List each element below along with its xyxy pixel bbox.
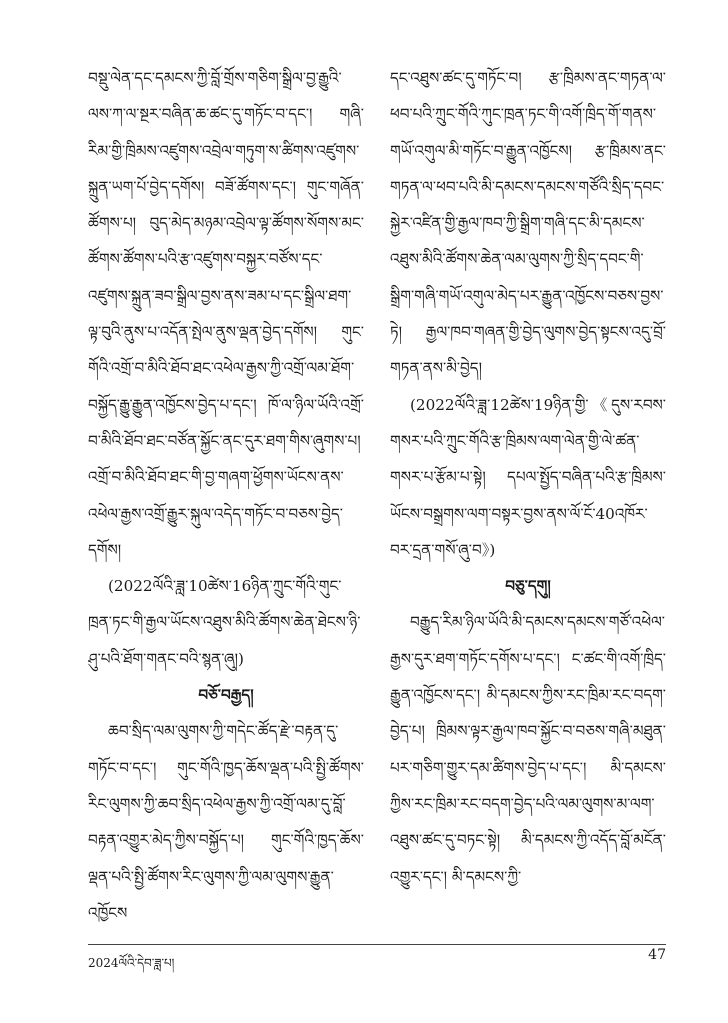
left-column: [88, 60, 364, 950]
right-citation: (2022ལོའི་ཟླ་12ཚེས་19ཉིན་གྱི་《དུས་རབས་གསར་པའི་ཀྲུང་གོའི་རྩ་ཁྲིམས་ལག་ལེན་གྱི་ལེ་ཚན་གསར་པ་རྩོམ་པ་སྟེ། དཔལ་སྤྱོད་བཞིན་པའི་རྩ་ཁྲིམས་ཡོངས་བསྒྲགས་ལག་བསྟར་བྱས་ནས་ལོ་ངོ་40འཁོར་བར་དྲན་གསོ་ཞུ་བ》): [390, 395, 666, 559]
left-citation: (2022ལོའི་ཟླ་10ཚེས་16ཉིན་ཀྲུང་གོའི་གུང་ཁྲན་ཏང་གི་རྒྱལ་ཡོངས་འཐུས་མིའི་ཚོགས་ཆེན་ཐེངས་ཉི་ཤུ་པའི་ཐོག་གནང་བའི་སྙན་ཞུ།): [88, 577, 361, 668]
right-paragraph-2: བརྒྱུད་རིམ་ཉིལ་ཡོའི་མི་དམངས་དམངས་གཙོ་འཕེལ་རྒྱས་དུར་ཐག་གཏོང་དགོས་པ་དང་། ང་ཚང་གི་འགོ་ཁྲིད་རྒྱུན་འཁྱོངས་དང་། མི་དམངས་ཀྱིས་རང་ཁྲིམ་རང་བདག་བྱེད་པ། ཁྲིམས་ལྟར་རྒྱལ་ཁབ་སྐྱོང་བ་བཅས་གཞི་མཐུན་པར་གཅིག་གྱུར་དམ་ཚིགས་བྱེད་པ་དང་། མི་དམངས་ཀྱིས་རང་ཁྲིམ་རང་བདག་བྱེད་པའི་ལམ་ལུགས་མ་ལག་འཐུས་ཚང་དུ་བཏང་སྟེ། མི་དམངས་ཀྱི་འདོད་བློ་མངོན་འགྱུར་དང་། མི་དམངས་ཀྱི་: [390, 613, 666, 886]
page-number: 47: [648, 947, 666, 963]
section-heading-19: བཅུ་དགུ།: [505, 577, 551, 596]
left-paragraph-2: ཆབ་སྲིད་ལམ་ལུགས་ཀྱི་གདེང་ཚོད་རྫེ་བརྟན་དུ་གཏོང་བ་དང་། གུང་གོའི་ཁྱད་ཆོས་ལྡན་པའི་སྤྱི་ཚོགས་རིང་ལུགས་ཀྱི་ཆབ་སྲིད་འཕེལ་རྒྱས་ཀྱི་འགྲོ་ལམ་དུ་བློ་བརྟན་འགྱུར་མེད་ཀྱིས་བསྐྱོད་པ། གུང་གོའི་ཁྱད་ཆོས་ལྡན་པའི་སྤྱི་ཚོགས་རིང་ལུགས་ཀྱི་ལམ་ལུགས་རྒྱུན་འཁྱོངས: [88, 722, 364, 922]
footer-issue-label: 2024ལོའི་དེབ་ཟླ་པ།: [88, 956, 175, 970]
footer-divider: [88, 944, 666, 945]
two-column-body: [88, 60, 666, 950]
right-paragraph-1: དང་འཐུས་ཚང་དུ་གཏོང་བ། རྩ་ཁྲིམས་ནང་གཏན་ལ་ཕབ་པའི་ཀྲུང་གོའི་ཀུང་ཁྲན་ཏང་གི་འགོ་ཁྲིད་གོ་གནས་གཡོ་འགུལ་མི་གཏོང་བ་རྒྱུན་འཁྱོངས། རྩ་ཁྲིམས་ནང་གཏན་ལ་ཕབ་པའི་མི་དམངས་དམངས་གཙོའི་སྲིད་དབང་སྐྱེར་འཛིན་གྱི་རྒྱལ་ཁབ་ཀྱི་སྒྲིག་གཞི་དང་མི་དམངས་འཐུས་མིའི་ཚོགས་ཆེན་ལམ་ལུགས་ཀྱི་སྲིད་དབང་གི་སྒྲིག་གཞི་གཡོ་འགུལ་མེད་པར་རྒྱུན་འཁྱོངས་བཅས་བྱས་ཏེ། རྒྱལ་ཁབ་གཞན་གྱི་བྱེད་ལུགས་བྱེད་སྟངས་འདུ་བྲོ་གཏན་ནས་མི་བྱེད།: [390, 69, 666, 378]
left-paragraph-1: བསྡུ་ལེན་དང་དམངས་ཀྱི་བློ་གྲོས་གཅིག་སྒྲིལ་བྱ་རྒྱུའི་ལས་ཀ་ལ་སྔར་བཞིན་ཆ་ཚང་དུ་གཏོང་བ་དང་། གཞི་རིམ་གྱི་ཁྲིམས་འཛུགས་འབྲེལ་གཏུག་ས་ཚིགས་འཛུགས་སྐྲུན་ཡག་པོ་བྱེད་དགོས། བཟོ་ཚོགས་དང་། གུང་གཞོན་ཚོགས་པ། བུད་མེད་མཉམ་འབྲེལ་ལྟ་ཚོགས་སོགས་མང་ཚོགས་ཚོགས་པའི་རྩ་འཛུགས་བསྐྱར་བཙོས་དང་འཛུགས་སྐྲུན་ཟབ་སྒྲིལ་བྱས་ནས་ཟམ་པ་དང་སྒྲིལ་ཐག་ལྟ་བུའི་ནུས་པ་འདོན་སྤེལ་ནུས་ལྡན་བྱེད་དགོས། གུང་གོའི་འགྲོ་བ་མིའི་ཐོབ་ཐང་འཕེལ་རྒྱས་ཀྱི་འགྲོ་ལམ་ཐོག་བསྐྱོད་རྒྱུ་རྒྱུན་འཁྱོངས་བྱེད་པ་དང་། ཁོ་ལ་ཉིལ་ཡོའི་འགྲོ་བ་མིའི་ཐོབ་ཐང་བཙོན་སྐྱོང་ནང་དུར་ཐག་གིས་ཞུགས་པ། འགྲོ་བ་མིའི་ཐོབ་ཐང་གི་བྱ་གཞག་ཕྱོགས་ཡོངས་ནས་འཕེལ་རྒྱས་འགྲོ་རྒྱུར་སྐུལ་འདེད་གཏོང་བ་བཅས་བྱེད་དགོས།: [88, 69, 364, 559]
section-heading-18: བཅོ་བརྒྱད།: [198, 686, 254, 705]
right-column: [390, 60, 666, 950]
